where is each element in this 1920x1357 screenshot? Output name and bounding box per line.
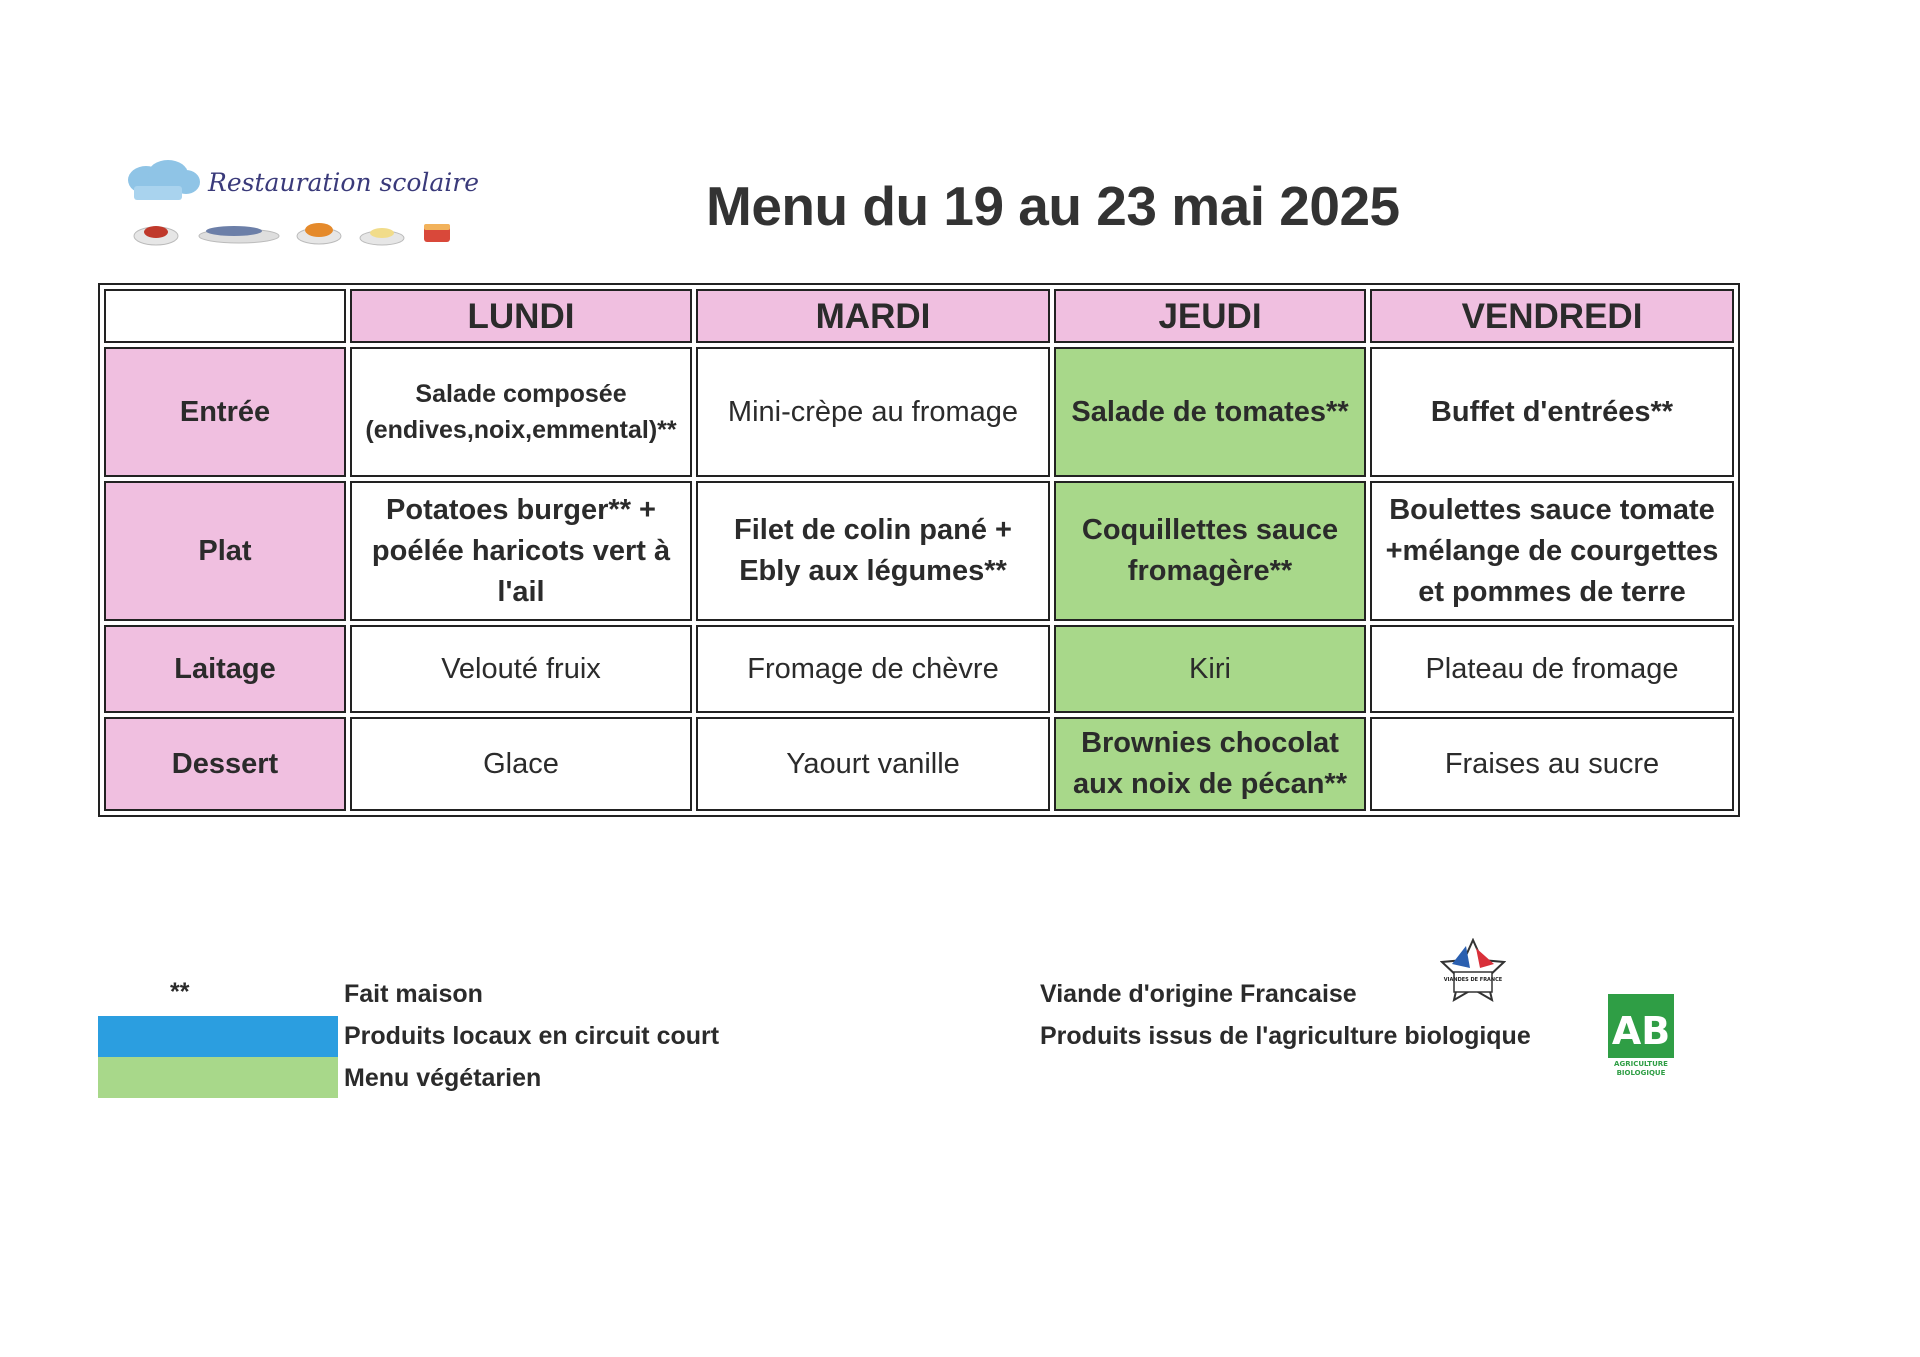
table-row <box>104 625 1734 713</box>
day-header-jeudi: JEUDI <box>1054 289 1366 343</box>
menu-cell: Fraises au sucre <box>1370 717 1734 811</box>
menu-cell: Yaourt vanille <box>696 717 1050 811</box>
viandes-de-france-icon <box>1440 938 1506 1012</box>
ab-caption-2: BIOLOGIQUE <box>1616 1069 1666 1077</box>
legend-swatch-vegetarian <box>98 1057 338 1098</box>
ab-caption-1: AGRICULTURE <box>1614 1060 1668 1068</box>
menu-cell: Fromage de chèvre <box>696 625 1050 713</box>
menu-cell: Glace <box>350 717 692 811</box>
table-row <box>104 347 1734 477</box>
viandes-de-france-badge <box>1440 938 1506 1017</box>
menu-cell: Plateau de fromage <box>1370 625 1734 713</box>
menu-cell: Coquillettes sauce fromagère** <box>1054 481 1366 621</box>
day-header-vendredi: VENDREDI <box>1370 289 1734 343</box>
legend-produits-bio: Produits issus de l'agriculture biologique <box>1040 1022 1531 1050</box>
logo-text: Restauration scolaire <box>208 168 480 197</box>
ab-text: AB <box>1611 1009 1671 1053</box>
legend-stars-symbol: ** <box>170 978 190 1006</box>
menu-cell: Potatoes burger** + poélée haricots vert à l'ail <box>350 481 692 621</box>
row-label-laitage: Laitage <box>104 625 346 713</box>
table-header-row <box>104 289 1734 343</box>
menu-cell: Boulettes sauce tomate +mélange de courgettes et pommes de terre <box>1370 481 1734 621</box>
row-label-plat: Plat <box>104 481 346 621</box>
table-row <box>104 481 1734 621</box>
blank-corner-cell <box>104 289 346 343</box>
menu-cell: Brownies chocolat aux noix de pécan** <box>1054 717 1366 811</box>
menu-cell: Kiri <box>1054 625 1366 713</box>
agriculture-biologique-badge <box>1606 992 1676 1083</box>
menu-cell: Salade composée (endives,noix,emmental)** <box>350 347 692 477</box>
viandes-de-france-text: VIANDES DE FRANCE <box>1443 977 1503 983</box>
page-title: Menu du 19 au 23 mai 2025 <box>706 175 1400 237</box>
legend-menu-vegetarien: Menu végétarien <box>344 1064 542 1092</box>
menu-cell: Salade de tomates** <box>1054 347 1366 477</box>
day-header-lundi: LUNDI <box>350 289 692 343</box>
legend-produits-locaux: Produits locaux en circuit court <box>344 1022 720 1050</box>
menu-cell: Filet de colin pané + Ebly aux légumes** <box>696 481 1050 621</box>
row-label-entree: Entrée <box>104 347 346 477</box>
ab-organic-icon <box>1606 992 1676 1078</box>
legend-swatch-local <box>98 1016 338 1057</box>
table-row <box>104 717 1734 811</box>
weekly-menu-table <box>98 283 1740 817</box>
legend-fait-maison: Fait maison <box>344 980 483 1008</box>
legend-viande-origine: Viande d'origine Francaise <box>1040 980 1357 1008</box>
row-label-dessert: Dessert <box>104 717 346 811</box>
restauration-scolaire-logo <box>124 158 480 258</box>
menu-cell: Mini-crèpe au fromage <box>696 347 1050 477</box>
day-header-mardi: MARDI <box>696 289 1050 343</box>
menu-cell: Buffet d'entrées** <box>1370 347 1734 477</box>
menu-cell: Velouté fruix <box>350 625 692 713</box>
